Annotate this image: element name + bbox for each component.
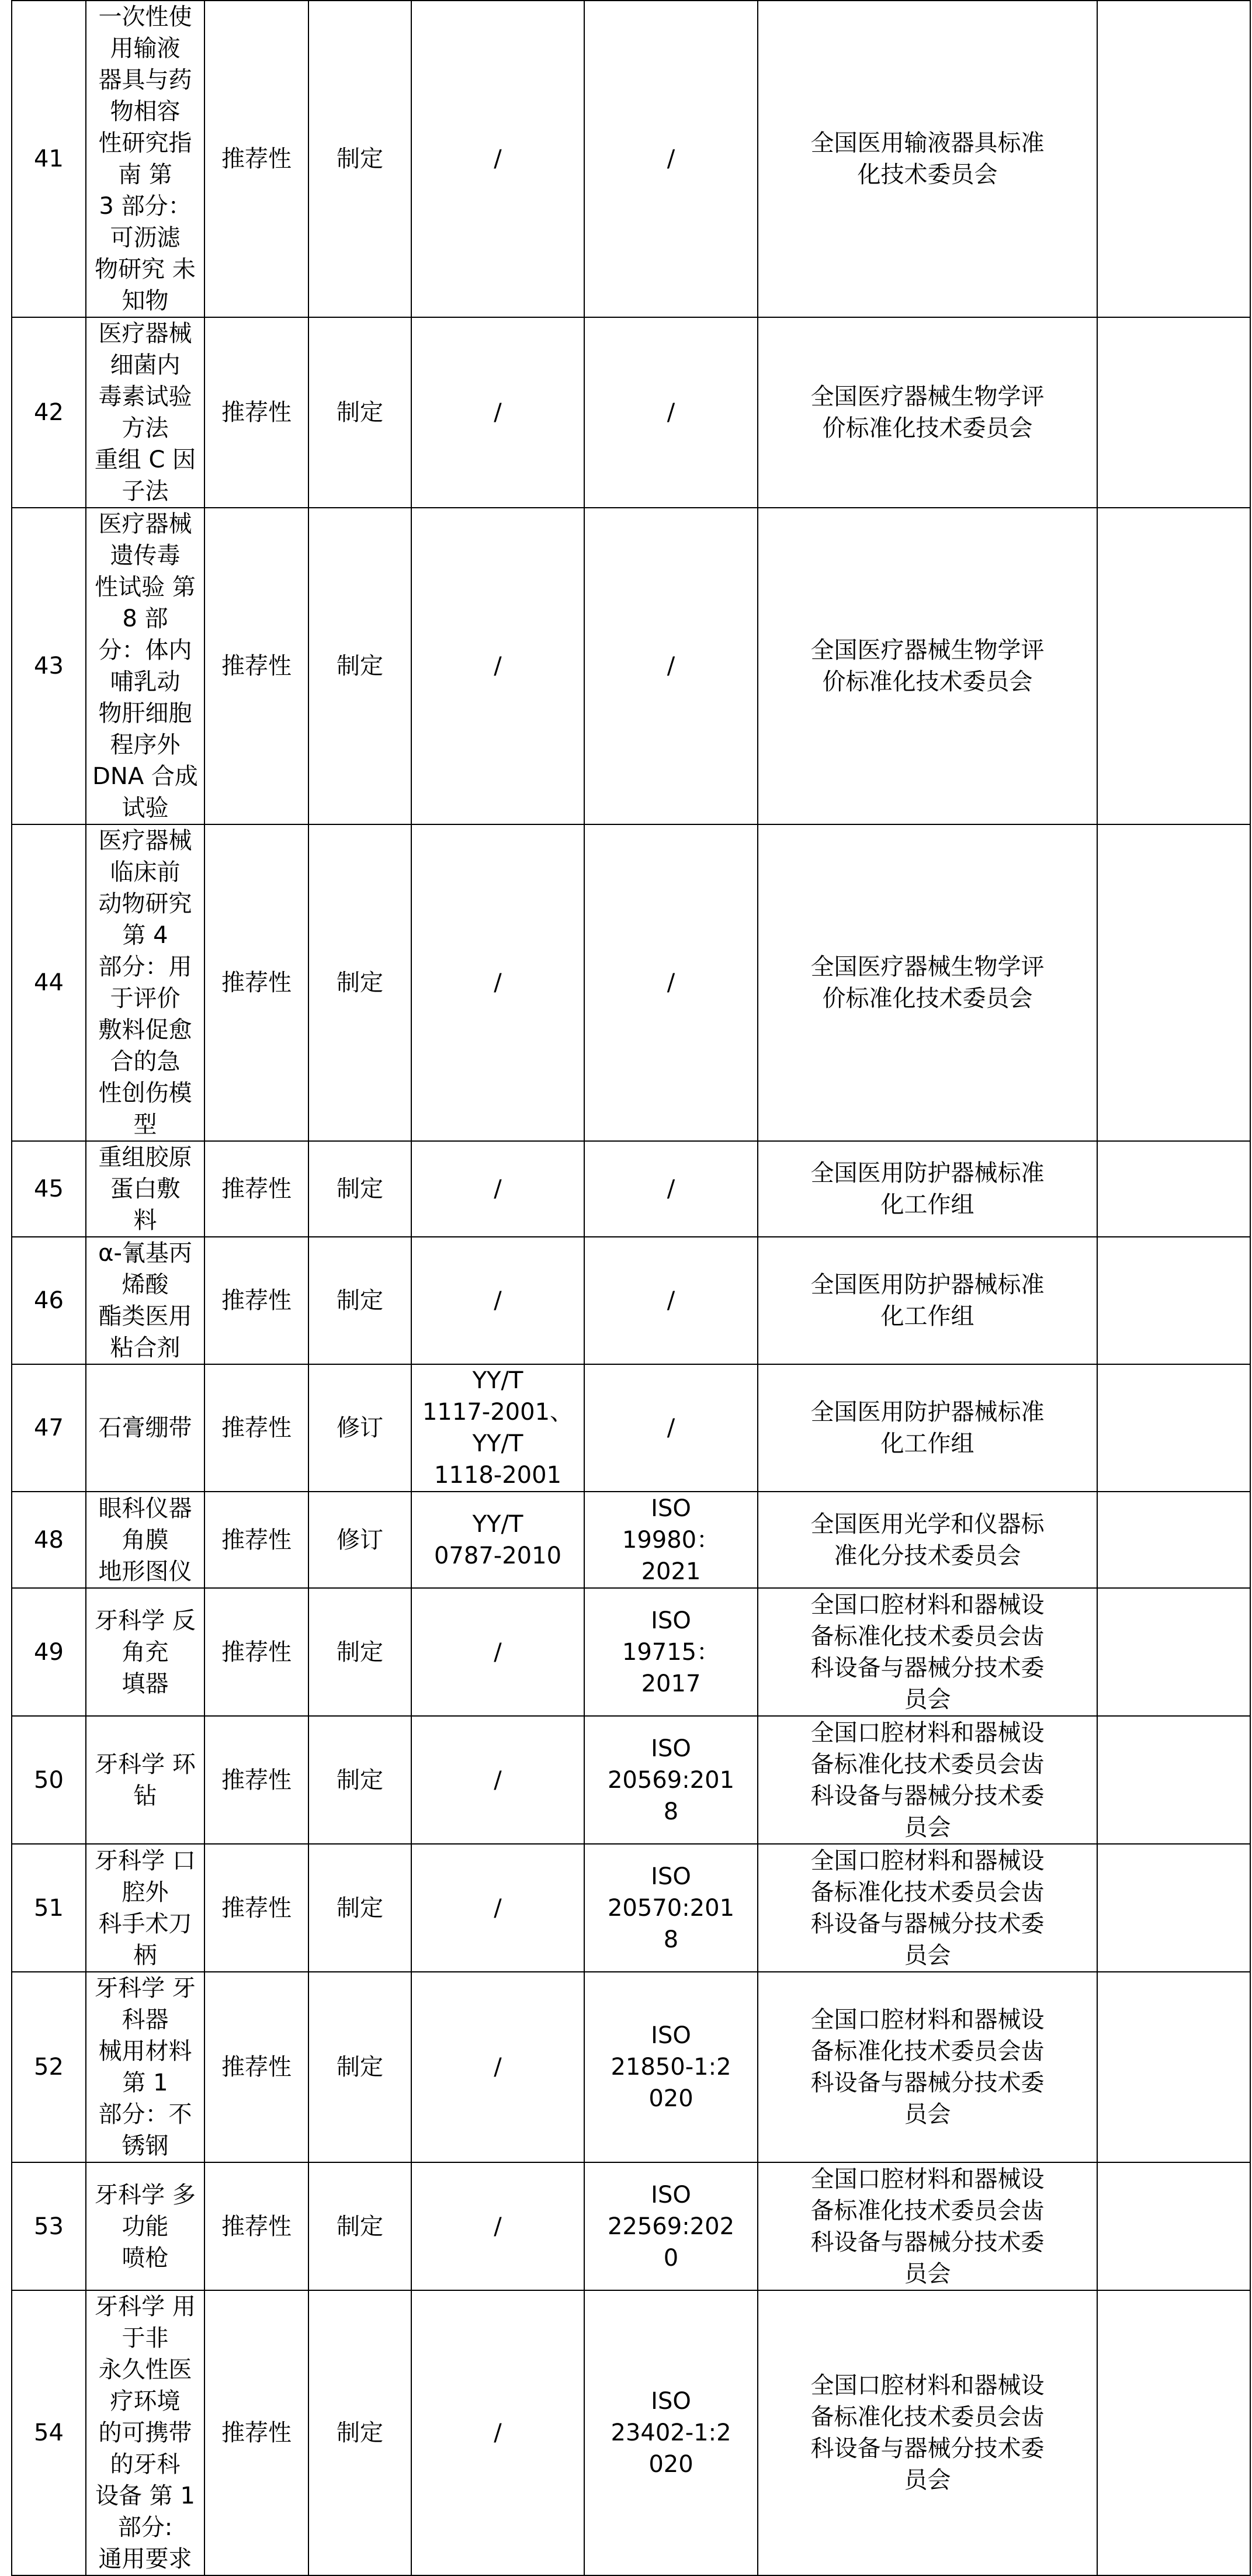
remark [1097, 508, 1250, 824]
replaced-standard: / [411, 1, 584, 317]
row-number: 46 [12, 1237, 86, 1364]
table-row [12, 824, 1250, 1141]
row-number: 50 [12, 1716, 86, 1844]
technical-committee: 全国医用防护器械标准 化工作组 [758, 1364, 1097, 1492]
adopted-international-standard: / [584, 1364, 758, 1492]
table-row [12, 1364, 1250, 1492]
adopted-international-standard: ISO 22569:202 0 [584, 2162, 758, 2290]
row-number: 43 [12, 508, 86, 824]
standard-type: 推荐性 [204, 1364, 308, 1492]
technical-committee: 全国口腔材料和器械设 备标准化技术委员会齿 科设备与器械分技术委 员会 [758, 1844, 1097, 1972]
remark [1097, 1141, 1250, 1237]
standard-name: 医疗器械临床前 动物研究 第 4 部分：用于评价 敷料促愈合的急 性创伤模型 [86, 824, 204, 1141]
revision-type: 制定 [308, 1844, 411, 1972]
table-row [12, 1237, 1250, 1364]
technical-committee: 全国医用防护器械标准 化工作组 [758, 1141, 1097, 1237]
technical-committee: 全国医用防护器械标准 化工作组 [758, 1237, 1097, 1364]
standard-type: 推荐性 [204, 1972, 308, 2162]
replaced-standard: YY/T 0787-2010 [411, 1492, 584, 1588]
revision-type: 制定 [308, 1588, 411, 1716]
row-number: 52 [12, 1972, 86, 2162]
revision-type: 制定 [308, 2290, 411, 2575]
remark [1097, 1237, 1250, 1364]
standard-name: 牙科学 牙科器 械用材料 第 1 部分：不锈钢 [86, 1972, 204, 2162]
remark [1097, 2290, 1250, 2575]
table-row [12, 2162, 1250, 2290]
remark [1097, 1844, 1250, 1972]
replaced-standard: / [411, 1141, 584, 1237]
row-number: 53 [12, 2162, 86, 2290]
table-row [12, 1972, 1250, 2162]
row-number: 44 [12, 824, 86, 1141]
adopted-international-standard: / [584, 1237, 758, 1364]
standard-type: 推荐性 [204, 1, 308, 317]
standard-name: 石膏绷带 [86, 1364, 204, 1492]
row-number: 54 [12, 2290, 86, 2575]
table-row [12, 1141, 1250, 1237]
row-number: 45 [12, 1141, 86, 1237]
table-row [12, 1716, 1250, 1844]
row-number: 48 [12, 1492, 86, 1588]
standard-type: 推荐性 [204, 1492, 308, 1588]
revision-type: 修订 [308, 1492, 411, 1588]
adopted-international-standard: / [584, 317, 758, 508]
adopted-international-standard: ISO 20570:201 8 [584, 1844, 758, 1972]
replaced-standard: / [411, 1844, 584, 1972]
technical-committee: 全国口腔材料和器械设 备标准化技术委员会齿 科设备与器械分技术委 员会 [758, 1972, 1097, 2162]
standard-name: 眼科仪器 角膜 地形图仪 [86, 1492, 204, 1588]
standard-name: 医疗器械细菌内 毒素试验方法 重组 C 因子法 [86, 317, 204, 508]
technical-committee: 全国口腔材料和器械设 备标准化技术委员会齿 科设备与器械分技术委 员会 [758, 2290, 1097, 2575]
table-row [12, 317, 1250, 508]
adopted-international-standard: / [584, 508, 758, 824]
remark [1097, 1, 1250, 317]
revision-type: 制定 [308, 1, 411, 317]
replaced-standard: / [411, 2290, 584, 2575]
standard-name: 医疗器械遗传毒 性试验 第 8 部 分：体内哺乳动 物肝细胞程序外 DNA 合成试验 [86, 508, 204, 824]
adopted-international-standard: / [584, 1141, 758, 1237]
revision-type: 制定 [308, 317, 411, 508]
standard-name: 牙科学 多功能 喷枪 [86, 2162, 204, 2290]
technical-committee: 全国口腔材料和器械设 备标准化技术委员会齿 科设备与器械分技术委 员会 [758, 2162, 1097, 2290]
standard-name: 牙科学 环钻 [86, 1716, 204, 1844]
replaced-standard: / [411, 2162, 584, 2290]
standard-name: 牙科学 反角充 填器 [86, 1588, 204, 1716]
standard-type: 推荐性 [204, 317, 308, 508]
replaced-standard: YY/T 1117-2001、 YY/T 1118-2001 [411, 1364, 584, 1492]
standard-type: 推荐性 [204, 1844, 308, 1972]
adopted-international-standard: ISO 19980： 2021 [584, 1492, 758, 1588]
adopted-international-standard: ISO 19715： 2017 [584, 1588, 758, 1716]
technical-committee: 全国口腔材料和器械设 备标准化技术委员会齿 科设备与器械分技术委 员会 [758, 1716, 1097, 1844]
table-row [12, 1844, 1250, 1972]
remark [1097, 1716, 1250, 1844]
replaced-standard: / [411, 508, 584, 824]
row-number: 41 [12, 1, 86, 317]
replaced-standard: / [411, 824, 584, 1141]
technical-committee: 全国口腔材料和器械设 备标准化技术委员会齿 科设备与器械分技术委 员会 [758, 1588, 1097, 1716]
replaced-standard: / [411, 1716, 584, 1844]
adopted-international-standard: ISO 21850-1:2 020 [584, 1972, 758, 2162]
remark [1097, 1492, 1250, 1588]
table-row [12, 1, 1250, 317]
technical-committee: 全国医疗器械生物学评 价标准化技术委员会 [758, 508, 1097, 824]
row-number: 47 [12, 1364, 86, 1492]
table-row [12, 2290, 1250, 2575]
standard-type: 推荐性 [204, 1237, 308, 1364]
standard-name: 重组胶原蛋白敷 料 [86, 1141, 204, 1237]
remark [1097, 824, 1250, 1141]
revision-type: 制定 [308, 1716, 411, 1844]
standard-name: 牙科学 口腔外 科手术刀柄 [86, 1844, 204, 1972]
standard-name: α-氰基丙烯酸 酯类医用粘合剂 [86, 1237, 204, 1364]
table-row [12, 1492, 1250, 1588]
revision-type: 制定 [308, 508, 411, 824]
technical-committee: 全国医用输液器具标准 化技术委员会 [758, 1, 1097, 317]
standard-type: 推荐性 [204, 508, 308, 824]
replaced-standard: / [411, 317, 584, 508]
standards-table [11, 0, 1251, 2576]
technical-committee: 全国医疗器械生物学评 价标准化技术委员会 [758, 824, 1097, 1141]
remark [1097, 2162, 1250, 2290]
row-number: 49 [12, 1588, 86, 1716]
revision-type: 制定 [308, 824, 411, 1141]
standard-type: 推荐性 [204, 2162, 308, 2290]
remark [1097, 1972, 1250, 2162]
table-row [12, 1588, 1250, 1716]
remark [1097, 1364, 1250, 1492]
remark [1097, 1588, 1250, 1716]
standard-name: 牙科学 用于非 永久性医疗环境 的可携带的牙科 设备 第 1 部分: 通用要求 [86, 2290, 204, 2575]
revision-type: 制定 [308, 1237, 411, 1364]
row-number: 51 [12, 1844, 86, 1972]
replaced-standard: / [411, 1588, 584, 1716]
standard-type: 推荐性 [204, 1588, 308, 1716]
standard-type: 推荐性 [204, 1141, 308, 1237]
row-number: 42 [12, 317, 86, 508]
remark [1097, 317, 1250, 508]
technical-committee: 全国医疗器械生物学评 价标准化技术委员会 [758, 317, 1097, 508]
adopted-international-standard: ISO 20569:201 8 [584, 1716, 758, 1844]
table-row [12, 508, 1250, 824]
standard-type: 推荐性 [204, 824, 308, 1141]
technical-committee: 全国医用光学和仪器标 准化分技术委员会 [758, 1492, 1097, 1588]
revision-type: 制定 [308, 1141, 411, 1237]
standard-type: 推荐性 [204, 2290, 308, 2575]
standard-type: 推荐性 [204, 1716, 308, 1844]
adopted-international-standard: / [584, 1, 758, 317]
replaced-standard: / [411, 1237, 584, 1364]
revision-type: 制定 [308, 2162, 411, 2290]
revision-type: 修订 [308, 1364, 411, 1492]
replaced-standard: / [411, 1972, 584, 2162]
revision-type: 制定 [308, 1972, 411, 2162]
adopted-international-standard: / [584, 824, 758, 1141]
adopted-international-standard: ISO 23402-1:2 020 [584, 2290, 758, 2575]
standard-name: 一次性使用输液 器具与药物相容 性研究指南 第 3 部分：可沥滤 物研究 未知物 [86, 1, 204, 317]
